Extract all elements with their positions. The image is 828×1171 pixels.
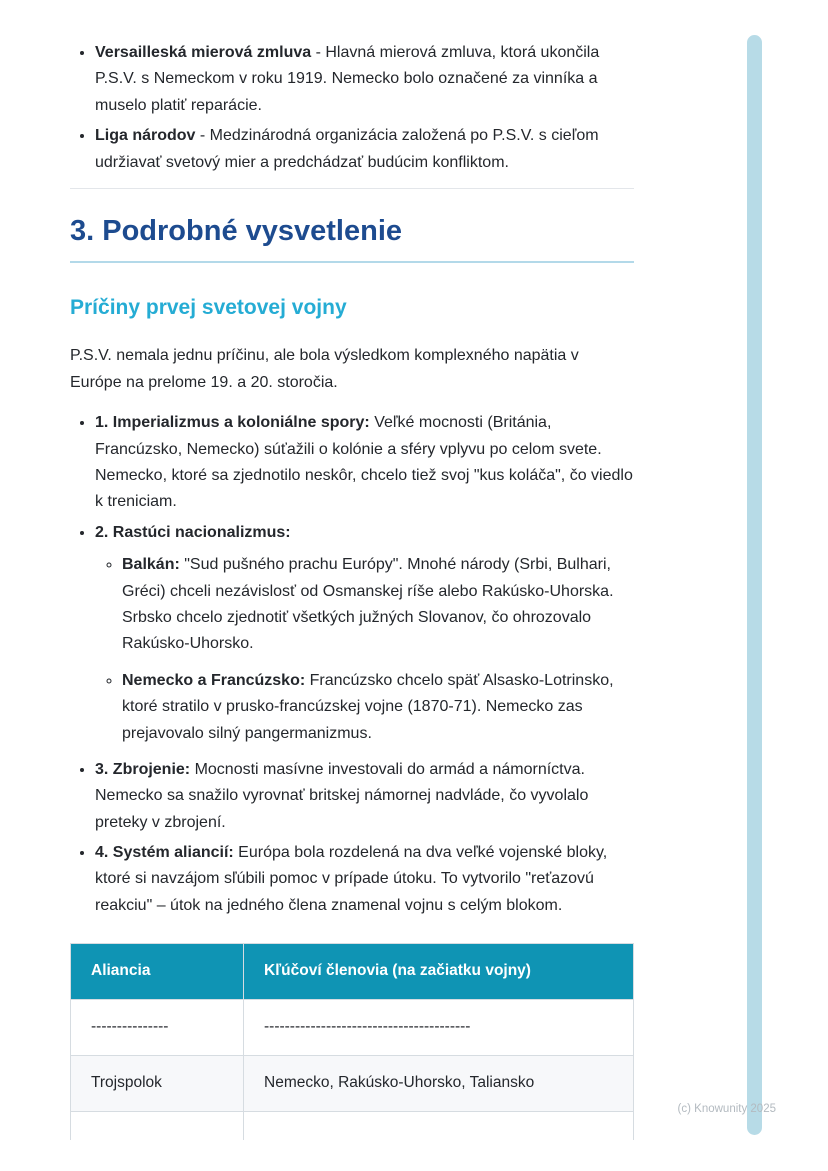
term-description: - Medzinárodná organizácia založená po P.S.V. s cieľom udržiavať svetový mier a predchádzať budúcim konfliktom. [95, 127, 599, 171]
section-heading: 3. Podrobné vysvetlenie [70, 213, 634, 263]
key-terms-list [70, 40, 634, 176]
table-header-row [71, 944, 634, 1000]
intro-paragraph: P.S.V. nemala jednu príčinu, ale bola výsledkom komplexného napätia v Európe na prelome 19. a 20. storočia. [70, 347, 579, 391]
term-description: "Sud pušného prachu Európy". Mnohé národy (Srbi, Bulhari, Gréci) chceli nezávislosť od Osmanskej ríše alebo Rakúsko-Uhorska. Srbsko chcelo zjednotiť všetkých južných Slovanov, čo ohrozovalo Rakúsko-Uhorsko. [122, 556, 614, 653]
alliances-table [70, 943, 634, 1140]
list-item [95, 840, 634, 919]
term-description: Mocnosti masívne investovali do armád a námorníctva. Nemecko sa snažilo vyrovnať britskej námornej nadvláde, čo vyvolalo preteky v zbrojení. [95, 760, 589, 831]
sub-list-item [122, 552, 634, 658]
table-row [71, 1000, 634, 1056]
table-cell: --------------- [71, 1000, 244, 1056]
list-item [95, 757, 634, 836]
term-label: Versailleská mierová zmluva [95, 44, 312, 61]
subsection-heading: Príčiny prvej svetovej vojny [70, 296, 347, 320]
term-label: 3. Zbrojenie: [95, 760, 191, 778]
table-cell: Trojspolok [71, 1056, 244, 1112]
term-label: 1. Imperializmus a koloniálne spory: [95, 414, 370, 432]
table-row [71, 1112, 634, 1140]
term-label: Nemecko a Francúzsko: [122, 671, 306, 689]
list-item [95, 40, 634, 119]
table-row [71, 1056, 634, 1112]
scrollbar-thumb[interactable] [747, 35, 762, 1135]
term-description: Francúzsko chcelo späť Alsasko-Lotrinsko, ktoré stratilo v prusko-francúzskej vojne (1870-71). Nemecko zas prejavovalo silný pangermanizmus. [122, 671, 614, 742]
table-cell [71, 1112, 244, 1140]
causes-list [70, 410, 634, 919]
term-description: Veľké mocnosti (Británia, Francúzsko, Nemecko) súťažili o kolónie a sféry vplyvu po celom svete. Nemecko, ktoré sa zjednotilo neskôr, chcelo tiež svoj "kus koláča", čo viedlo k treniciam. [95, 414, 633, 511]
term-description: Európa bola rozdelená na dva veľké vojenské bloky, ktoré si navzájom sľúbili pomoc v prípade útoku. To vytvorilo "reťazovú reakciu" – útok na jedného člena znamenal vojnu s celým blokom. [95, 844, 608, 914]
term-label: Liga národov [95, 127, 196, 145]
list-item [95, 520, 634, 747]
table-cell [244, 1112, 634, 1140]
table-cell: ---------------------------------------- [244, 1000, 634, 1056]
term-label: Balkán: [122, 556, 180, 574]
table-cell: Nemecko, Rakúsko-Uhorsko, Taliansko [244, 1056, 634, 1112]
copyright-footer: (c) Knowunity 2025 [677, 1103, 776, 1116]
term-label: 4. Systém aliancií: [95, 844, 234, 862]
term-label: 2. Rastúci nacionalizmus: [95, 523, 291, 541]
document-content [70, 40, 634, 1140]
table-header-cell: Kľúčoví členovia (na začiatku vojny) [244, 944, 634, 1000]
list-item [95, 410, 634, 516]
sub-list-item [122, 668, 634, 747]
section-divider [70, 188, 634, 189]
nationalism-sublist [95, 552, 634, 747]
table-header-cell: Aliancia [71, 944, 244, 1000]
term-description: - Hlavná mierová zmluva, ktorá ukončila P.S.V. s Nemeckom v roku 1919. Nemecko bolo označené za vinníka a muselo platiť reparácie. [95, 44, 600, 114]
list-item [95, 123, 634, 176]
